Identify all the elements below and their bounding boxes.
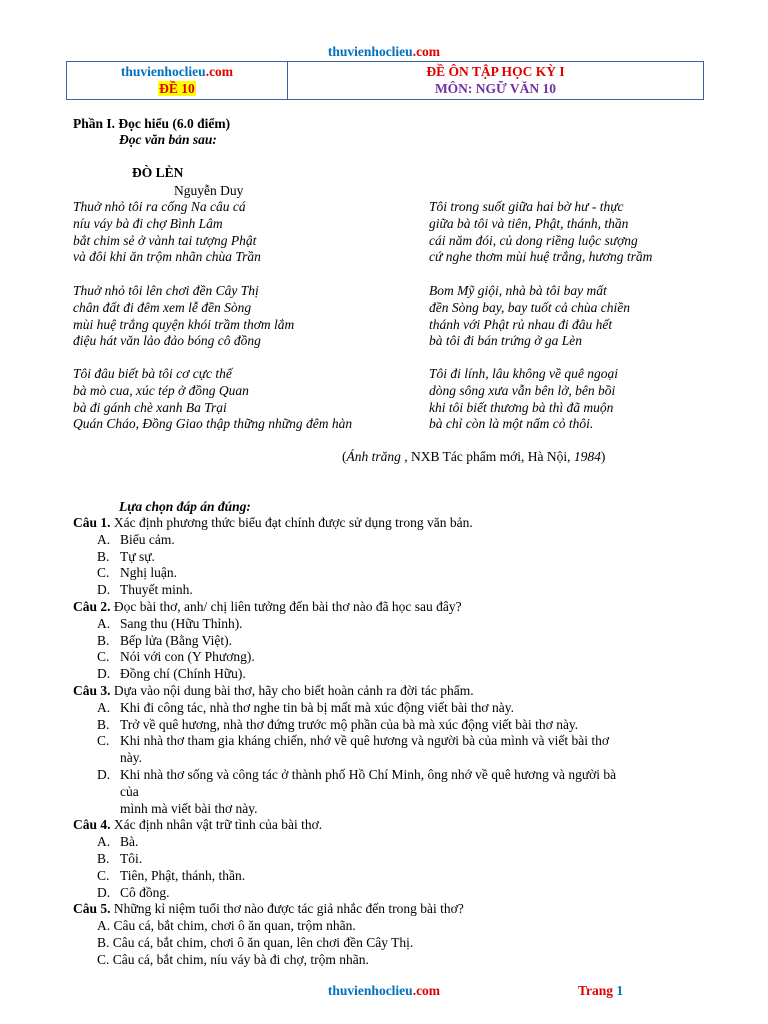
questions-list [73,515,703,969]
poem-line: cái năm đói, củ dong riềng luộc sượng [429,232,638,248]
poem-line: điệu hát văn lảo đảo bóng cô đồng [73,333,261,349]
option[interactable]: B. Tự sự. [97,548,155,564]
part1-instruction: Đọc văn bản sau: [119,132,217,147]
exam-number-badge: ĐỀ 10 [159,81,195,96]
option[interactable]: B. Trở về quê hương, nhà thơ đứng trước mộ phần của bà mà xúc động viết bài thơ này. [97,716,579,732]
part1-heading: Phần I. Đọc hiểu (6.0 điểm) [73,116,231,131]
poem-line: Tôi đi lính, lâu không về quê ngoại [429,366,618,381]
poem-line: và đôi khi ăn trộm nhãn chùa Trần [73,249,261,265]
option-continuation: mình mà viết bài thơ này. [120,800,258,816]
poem-line: Tôi đâu biết bà tôi cơ cực thế [73,366,232,381]
poem-line: Thuở nhỏ tôi lên chơi đền Cây Thị [73,283,259,298]
poem-right-stanza [429,283,630,350]
poem-title: ĐÒ LÈN [132,165,184,180]
poem-line: bắt chim sẻ ở vành tai tượng Phật [73,232,257,248]
header-left-cell [67,63,287,97]
option[interactable]: D. Đồng chí (Chính Hữu). [97,666,246,682]
poem-line: giữa bà tôi và tiên, Phật, thánh, thần [429,215,629,231]
poem-line: mùi huệ trắng quyện khói trầm thơm lắm [73,316,295,332]
poem-left-stanza [73,283,294,350]
poem-line: Quán Cháo, Đồng Giao thập thững những đêm hàn [73,416,353,432]
poem-line: Tôi trong suốt giữa hai bờ hư - thực [429,199,624,214]
option[interactable]: A. Biểu cảm. [97,531,175,547]
option[interactable]: D. Khi nhà thơ sống và công tác ở thành phố Hồ Chí Minh, ông nhớ về quê hương và người bà [97,766,617,782]
poem-line: bà mò cua, xúc tép ở đồng Quan [73,382,249,398]
poem-line: thánh với Phật rủ nhau đi đâu hết [429,316,613,332]
option-continuation: này. [120,750,142,766]
poem-left-stanza [73,199,261,266]
question: Câu 2. Đọc bài thơ, anh/ chị liên tưởng đến bài thơ nào đã học sau đây? [73,598,462,614]
option[interactable]: C. Tiên, Phật, thánh, thần. [97,867,246,883]
poem-line: khi tôi biết thương bà thì đã muộn [429,399,614,415]
exam-title: ĐỀ ÔN TẬP HỌC KỲ I [426,64,565,79]
choose-label: Lựa chọn đáp án đúng: [119,499,251,514]
poem-right-stanza [429,199,652,266]
option[interactable]: B. Tôi. [97,850,143,866]
poem-line: Thuở nhỏ tôi ra cống Na câu cá [73,199,246,214]
header-right-cell [288,63,703,97]
page-number: Trang 1 [578,983,624,998]
option-continuation: của [120,783,139,799]
option[interactable]: B. Bếp lửa (Bằng Việt). [97,632,232,648]
poem-line: đền Sòng bay, bay tuốt cả chùa chiền [429,299,630,315]
option[interactable]: C. Nghị luận. [97,565,177,581]
option[interactable]: D. Cô đồng. [97,884,170,900]
option[interactable]: B. Câu cá, bắt chim, chơi ô ăn quan, lên chơi đền Cây Thị. [97,934,414,950]
question: Câu 5. Những kỉ niệm tuổi thơ nào được tác giả nhắc đến trong bài thơ? [73,901,464,917]
option[interactable]: C. Khi nhà thơ tham gia kháng chiến, nhớ về quê hương và người bà của mình và viết bài thơ [97,733,609,749]
top-site-name: thuvienhoclieu.com [327,44,441,59]
option[interactable]: A. Khi đi công tác, nhà thơ nghe tin bà bị mất mà xúc động viết bài thơ này. [97,699,514,715]
footer-site-name: thuvienhoclieu.com [327,983,441,998]
poem-line: bà tôi đi bán trứng ở ga Lèn [429,333,582,349]
option[interactable]: C. Câu cá, bắt chim, níu váy bà đi chợ, trộm nhãn. [97,951,369,967]
poem-line: níu váy bà đi chợ Bình Lâm [73,215,223,231]
option[interactable]: A. Sang thu (Hữu Thỉnh). [97,615,243,631]
poem-line: bà chỉ còn là một nấm cỏ thôi. [429,416,594,432]
option[interactable]: A. Câu cá, bắt chim, chơi ô ăn quan, trộm nhãn. [97,918,356,934]
option[interactable]: A. Bà. [97,834,139,850]
poem-line: cứ nghe thơm mùi huệ trắng, hương trầm [429,249,653,265]
option[interactable]: C. Nói với con (Y Phương). [97,649,255,665]
poem-right-stanza [429,366,618,433]
poem-left-stanza [73,366,352,433]
poem-author: Nguyễn Duy [174,183,244,198]
poem-source: (Ánh trăng , NXB Tác phẩm mới, Hà Nội, 1984) [342,449,606,464]
question: Câu 3. Dựa vào nội dung bài thơ, hãy cho biết hoàn cảnh ra đời tác phẩm. [73,682,474,698]
exam-subject: MÔN: NGỮ VĂN 10 [434,81,557,96]
poem-line: bà đi gánh chè xanh Ba Trại [73,399,227,415]
question: Câu 1. Xác định phương thức biểu đạt chính được sử dụng trong văn bản. [73,515,473,530]
header-box [66,61,704,100]
poem-line: dòng sông xưa vẫn bên lở, bên bồi [429,382,616,398]
option[interactable]: D. Thuyết minh. [97,582,193,598]
question: Câu 4. Xác định nhân vật trữ tình của bài thơ. [73,817,323,833]
header-site-name: thuvienhoclieu.com [120,64,234,79]
poem-line: Bom Mỹ giội, nhà bà tôi bay mất [429,283,607,298]
poem-line: chân đất đi đêm xem lễ đền Sòng [73,299,252,315]
